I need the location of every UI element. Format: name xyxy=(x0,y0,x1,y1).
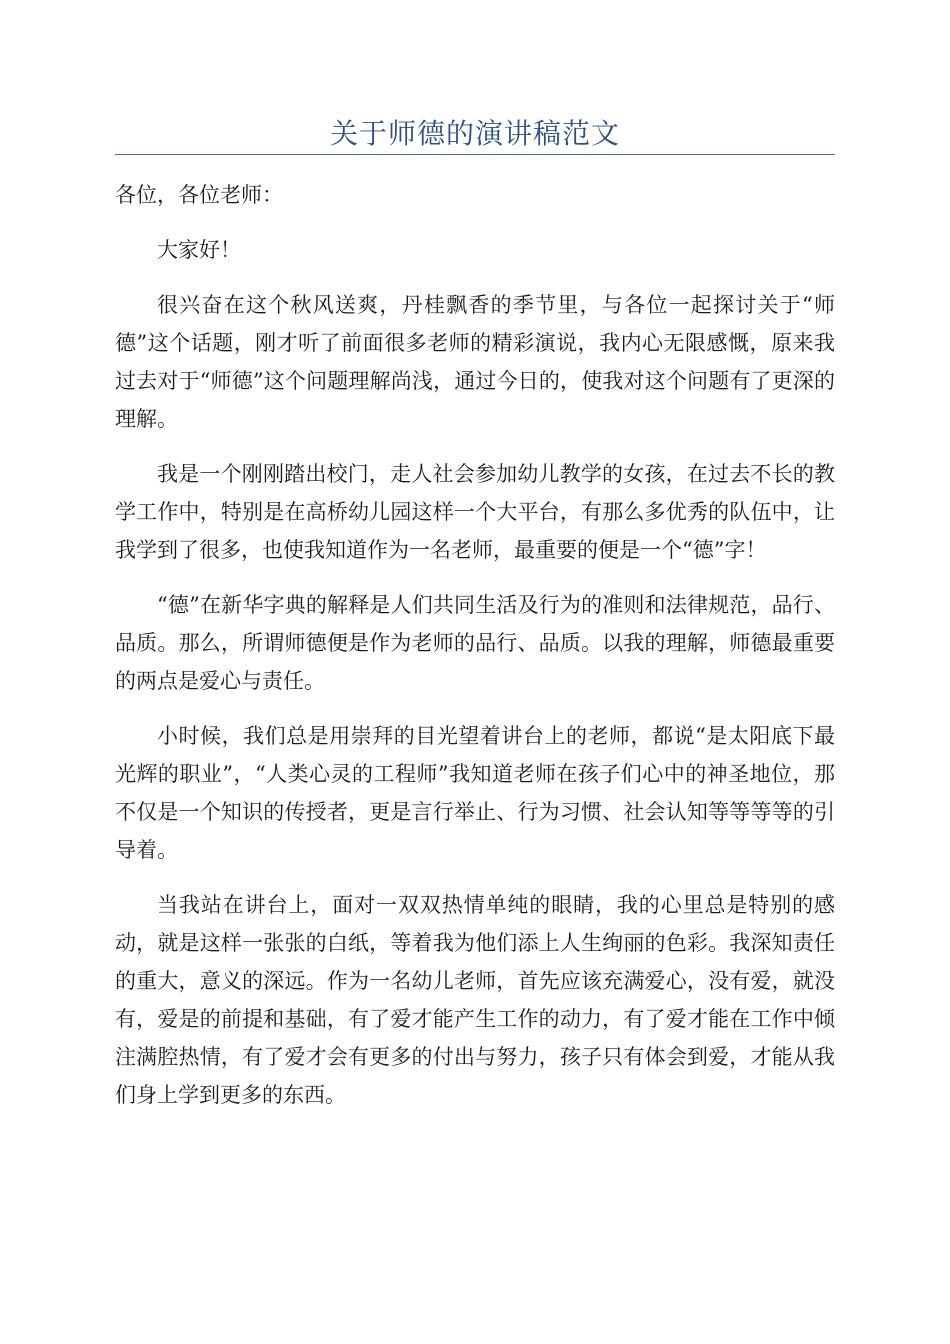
paragraph-5: 当我站在讲台上，面对一双双热情单纯的眼睛，我的心里总是特别的感动，就是这样一张张的白纸，等着我为他们添上人生绚丽的色彩。我深知责任的重大，意义的深远。作为一名幼儿老师，首先应该充满爱心，没有爱，就没有，爱是的前提和基础，有了爱才能产生工作的动力，有了爱才能在工作中倾注满腔热情，有了爱才会有更多的付出与努力，孩子只有体会到爱，才能从我们身上学到更多的东西。 xyxy=(115,893,835,1107)
title-underline xyxy=(115,154,835,155)
paragraph-greeting: 大家好！ xyxy=(157,238,241,262)
salutation: 各位，各位老师： xyxy=(115,183,283,207)
paragraph-4: 小时候，我们总是用崇拜的目光望着讲台上的老师，都说“是太阳底下最光辉的职业”，“人类心灵的工程师”我知道老师在孩子们心中的神圣地位，那不仅是一个知识的传授者，更是言行举止、行为习惯、社会认知等等等等的引导着。 xyxy=(115,724,835,862)
paragraph-2: 我是一个刚刚踏出校门，走人社会参加幼儿教学的女孩，在过去不长的教学工作中，特别是在高桥幼儿园这样一个大平台，有那么多优秀的队伍中，让我学到了很多，也使我知道作为一名老师，最重要的便是一个“德”字！ xyxy=(115,462,835,562)
paragraph-1: 很兴奋在这个秋风送爽，丹桂飘香的季节里，与各位一起探讨关于“师德”这个话题，刚才听了前面很多老师的精彩演说，我内心无限感慨，原来我过去对于“师德”这个问题理解尚浅，通过今日的，使我对这个问题有了更深的理解。 xyxy=(115,293,835,431)
document-title: 关于师德的演讲稿范文 xyxy=(329,117,620,150)
paragraph-3: “德”在新华字典的解释是人们共同生活及行为的准则和法律规范，品行、品质。那么，所谓师德便是作为老师的品行、品质。以我的理解，师德最重要的两点是爱心与责任。 xyxy=(115,593,835,693)
document-body xyxy=(115,176,835,1131)
